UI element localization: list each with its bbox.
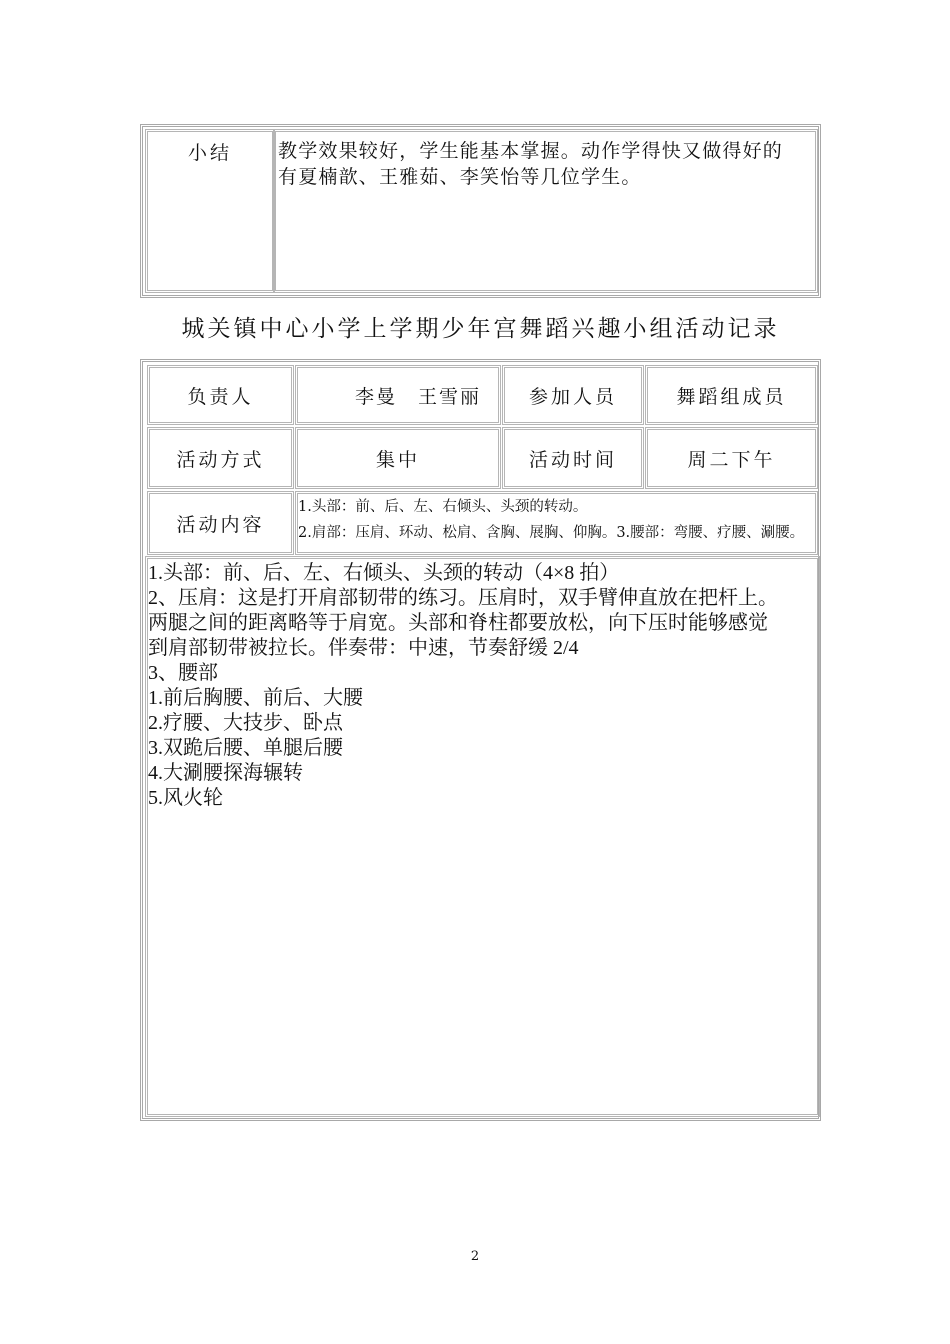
time-label: 活动时间 <box>528 448 617 471</box>
details-line-2: 2、压肩：这是打开肩部韧带的练习。压肩时，双手臂伸直放在把杆上。 <box>148 587 778 609</box>
leader-label-cell <box>147 365 294 425</box>
details-line-3: 两腿之间的距离略等于肩宽。头部和脊柱都要放松，向下压时能够感觉 <box>148 612 768 634</box>
summary-text-line-2: 有夏楠歆、王雅茹、李笑怡等几位学生。 <box>278 166 642 188</box>
details-line-1: 1.头部：前、后、左、右倾头、头颈的转动（4×8 拍） <box>148 562 620 584</box>
time-label-cell <box>502 427 644 489</box>
participants-value-cell <box>645 365 818 425</box>
activity-record-table <box>140 359 821 1121</box>
details-line-9: 4.大涮腰探海辗转 <box>148 762 303 784</box>
participants-value: 舞蹈组成员 <box>676 385 787 408</box>
details-line-7: 2.疗腰、大技步、卧点 <box>148 712 343 734</box>
method-label-cell <box>147 427 294 489</box>
summary-text-line-1: 教学效果较好，学生能基本掌握。动作学得快又做得好的 <box>278 140 784 162</box>
method-value: 集中 <box>375 448 420 471</box>
method-value-cell <box>295 427 501 489</box>
leader-label: 负责人 <box>187 385 254 408</box>
leader-value-cell <box>295 365 501 425</box>
participants-label-cell <box>502 365 644 425</box>
details-text <box>148 561 817 811</box>
details-line-10: 5.风火轮 <box>148 787 223 809</box>
page-title: 城关镇中心小学上学期少年宫舞蹈兴趣小组活动记录 <box>181 316 780 342</box>
summary-table <box>140 124 821 298</box>
content-line-1: 1.头部：前、后、左、右倾头、头颈的转动。 <box>298 499 588 515</box>
details-line-5: 3、腰部 <box>148 662 218 684</box>
details-line-8: 3.双跪后腰、单腿后腰 <box>148 737 343 759</box>
content-label-cell <box>147 491 294 555</box>
method-label: 活动方式 <box>176 448 265 471</box>
participants-label: 参加人员 <box>528 385 617 408</box>
details-line-4: 到肩部韧带被拉长。伴奏带：中速，节奏舒缓 2/4 <box>148 637 579 659</box>
time-value-cell <box>645 427 818 489</box>
content-value-cell <box>295 491 818 555</box>
summary-label-cell <box>145 129 275 293</box>
details-cell <box>145 556 820 1117</box>
content-label: 活动内容 <box>176 513 265 536</box>
page-number: 2 <box>470 1249 480 1264</box>
summary-label: 小结 <box>187 142 232 164</box>
leader-value: 李曼 王雪丽 <box>354 385 481 408</box>
content-line-2: 2.肩部：压肩、环动、松肩、含胸、展胸、仰胸。3.腰部：弯腰、疗腰、涮腰。 <box>298 525 805 541</box>
time-value: 周二下午 <box>687 448 776 471</box>
summary-content-cell <box>273 129 818 293</box>
details-line-6: 1.前后胸腰、前后、大腰 <box>148 687 363 709</box>
